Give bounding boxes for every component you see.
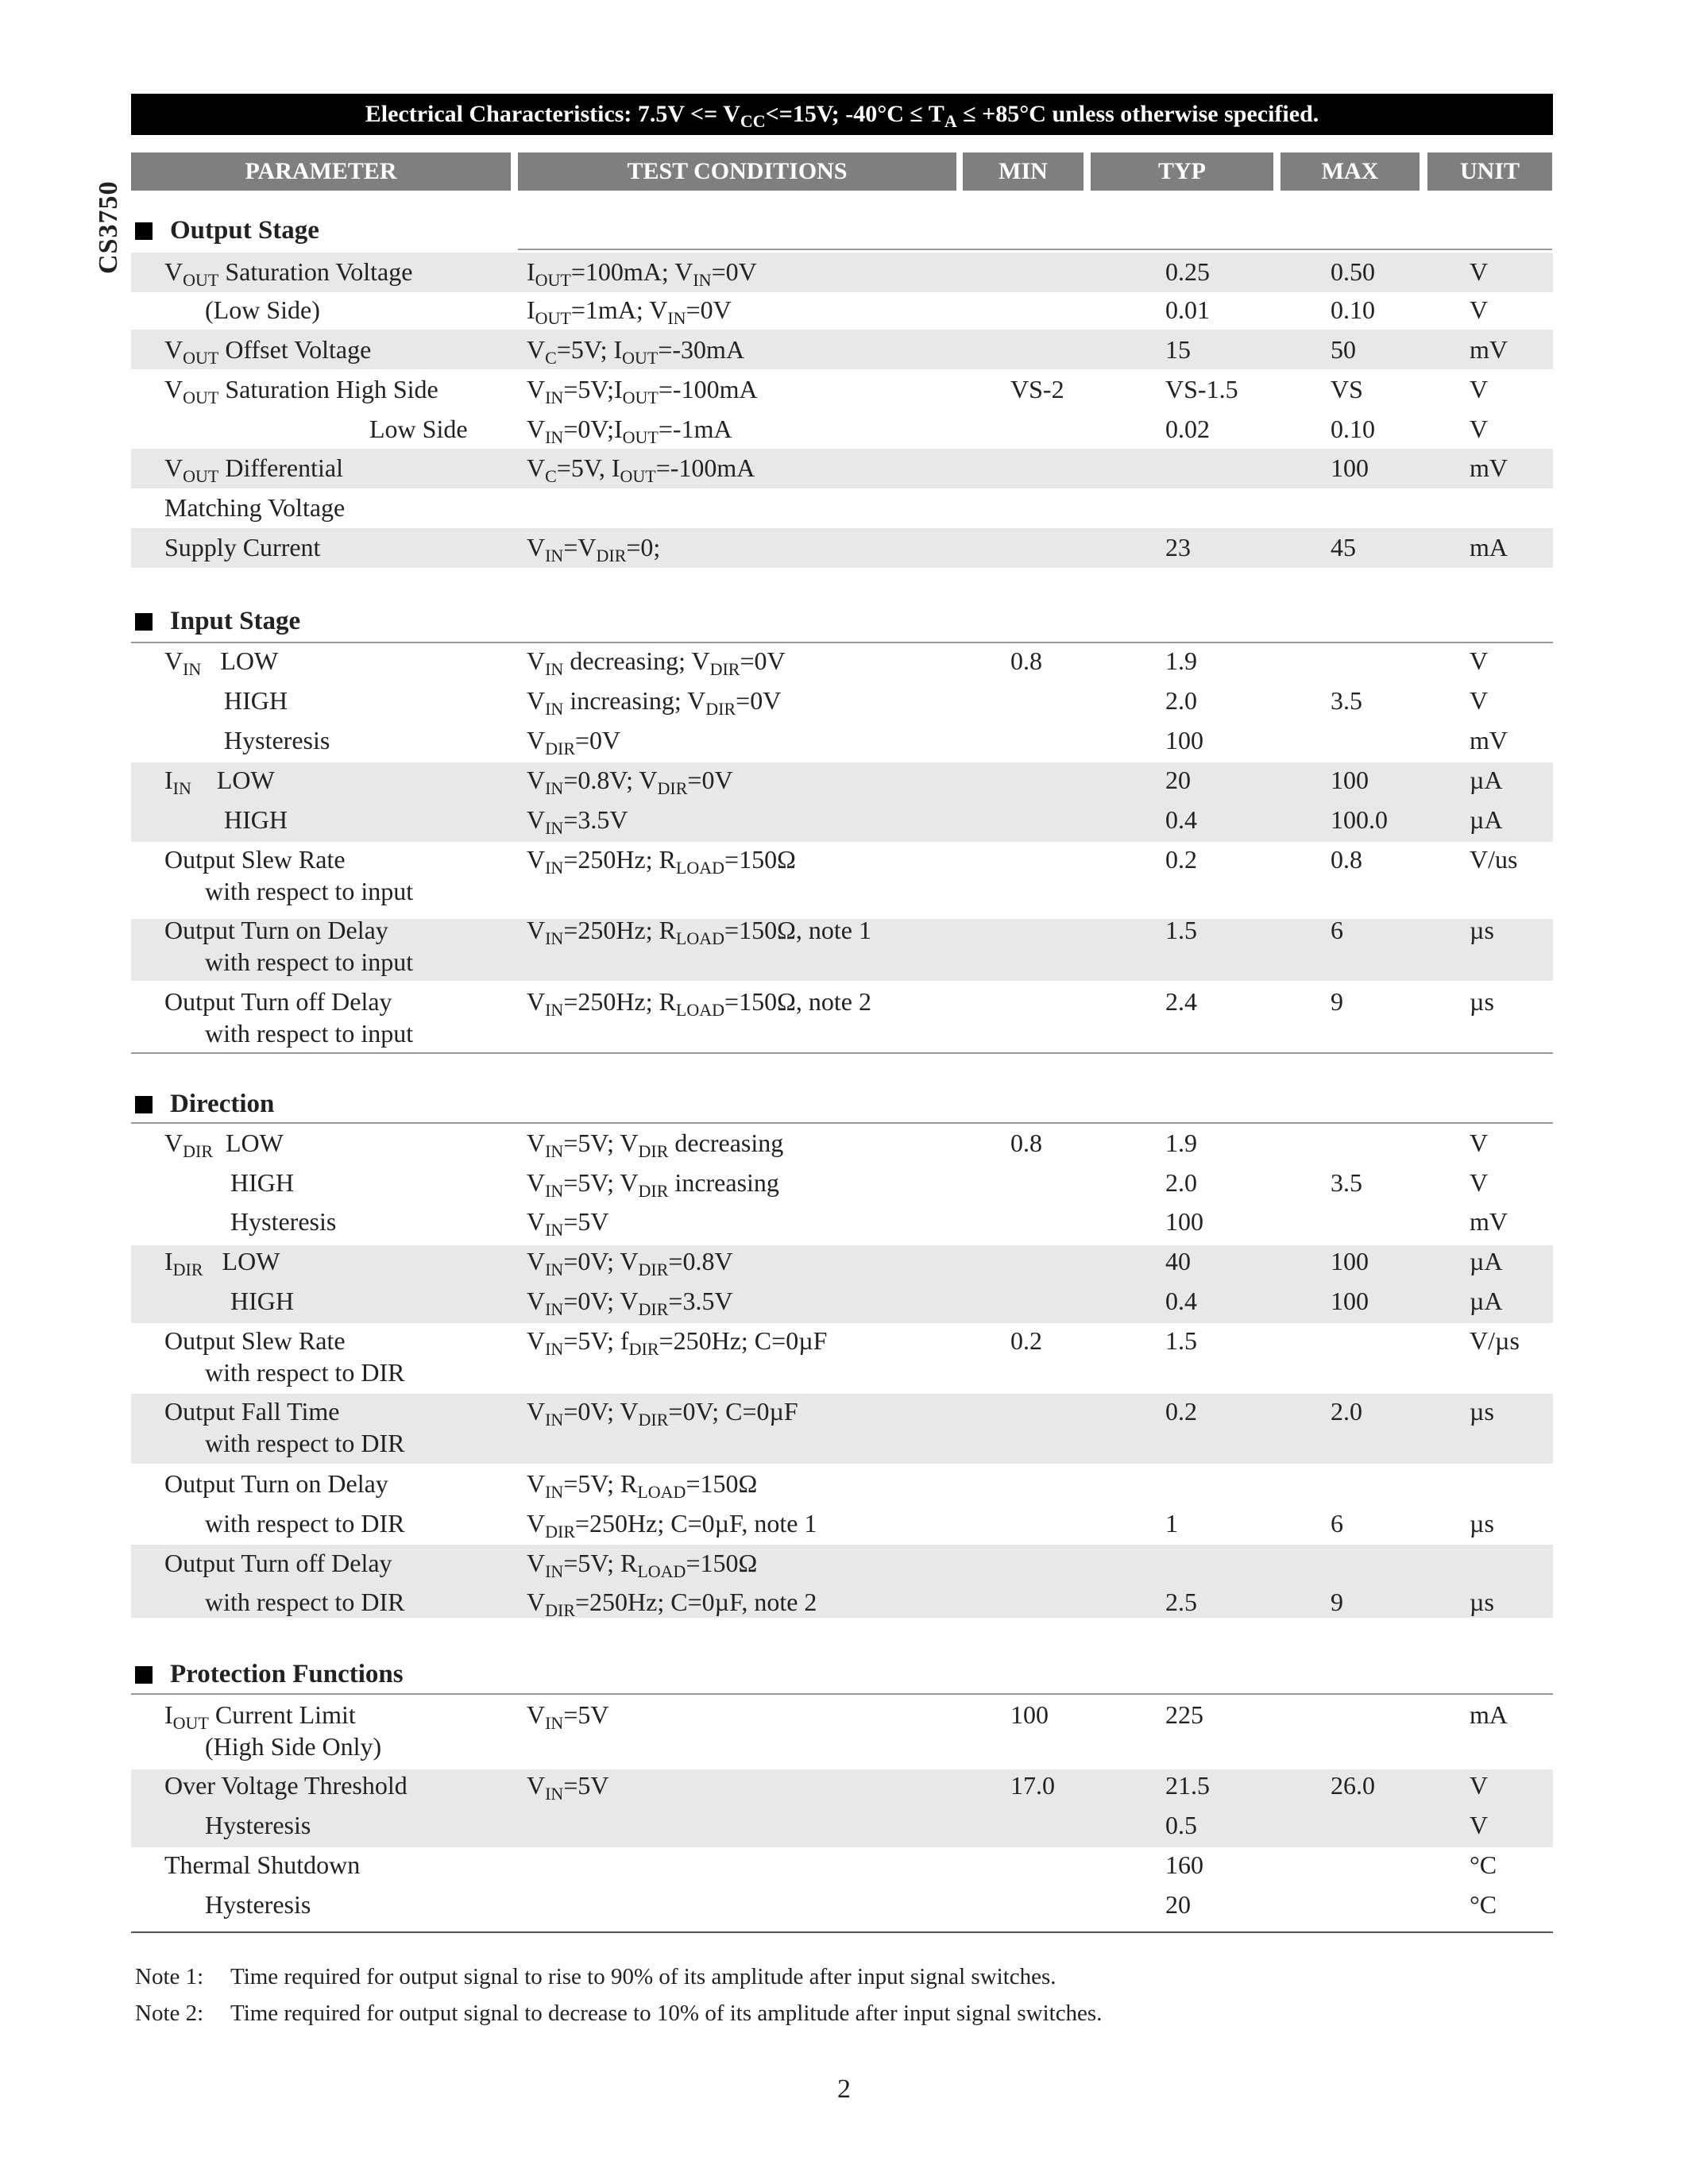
max-cell: 6 bbox=[1331, 1509, 1343, 1538]
typ-cell: 0.02 bbox=[1165, 415, 1210, 443]
typ-cell: 0.2 bbox=[1165, 1397, 1197, 1426]
column-header-max: MAX bbox=[1280, 152, 1420, 191]
condition-cell: $V_{IN}=0.8V$; $V_{DIR}=0V$ bbox=[527, 766, 733, 798]
min-cell: VS-2 bbox=[1010, 375, 1064, 403]
param-subline: (High Side Only) bbox=[205, 1732, 382, 1761]
param-subline: with respect to DIR bbox=[205, 1429, 405, 1457]
param-cell: Output Slew Rate bbox=[164, 845, 346, 874]
condition-cell: $V_{IN}=5V$; $f_{DIR}=250Hz$; C=0µF bbox=[527, 1326, 828, 1359]
page-number: 2 bbox=[837, 2074, 851, 2104]
condition-cell: $V_{IN}=5V$ bbox=[527, 1700, 609, 1733]
condition-cell: $V_{IN}=5V;I_{OUT}=-100mA$ bbox=[527, 375, 758, 407]
typ-cell: 100 bbox=[1165, 726, 1203, 754]
section-output-stage: Output Stage bbox=[135, 216, 319, 245]
unit-cell: °C bbox=[1470, 1850, 1497, 1879]
typ-cell: 15 bbox=[1165, 335, 1191, 364]
condition-cell: $V_{IN}=250Hz$; $R_{LOAD}=150\Omega$, note 1 bbox=[527, 916, 871, 948]
typ-cell: 0.4 bbox=[1165, 1287, 1197, 1315]
side-part-label: CS3750 bbox=[94, 180, 123, 274]
unit-cell: V/µs bbox=[1470, 1326, 1520, 1355]
param-subline: with respect to DIR bbox=[205, 1588, 405, 1616]
unit-cell: µA bbox=[1470, 1247, 1503, 1275]
column-header-parameter: PARAMETER bbox=[131, 152, 511, 191]
typ-cell: 100 bbox=[1165, 1207, 1203, 1236]
unit-cell: mV bbox=[1470, 453, 1508, 482]
unit-cell: µA bbox=[1470, 805, 1503, 834]
typ-cell: 20 bbox=[1165, 1890, 1191, 1919]
square-bullet-icon bbox=[135, 1666, 153, 1684]
unit-cell: V bbox=[1470, 1811, 1489, 1839]
typ-cell: 1.5 bbox=[1165, 1326, 1197, 1355]
unit-cell: °C bbox=[1470, 1890, 1497, 1919]
section-rule bbox=[131, 642, 1553, 643]
column-header-typ: TYP bbox=[1091, 152, 1273, 191]
max-cell: 0.10 bbox=[1331, 295, 1375, 324]
param-cell: Hysteresis bbox=[205, 1811, 311, 1839]
param-cell: Output Turn off Delay bbox=[164, 987, 392, 1016]
param-subline: with respect to DIR bbox=[205, 1358, 405, 1387]
param-cell: $I_{IN}$ LOW bbox=[164, 766, 275, 798]
condition-cell: $V_C=5V$; $I_{OUT}=-30mA$ bbox=[527, 335, 745, 368]
typ-cell: 160 bbox=[1165, 1850, 1203, 1879]
typ-cell: 2.5 bbox=[1165, 1588, 1197, 1616]
param-cell: HIGH bbox=[230, 1287, 294, 1315]
condition-cell: $V_{IN}=5V$ bbox=[527, 1771, 609, 1804]
max-cell: 100 bbox=[1331, 766, 1369, 794]
max-cell: 50 bbox=[1331, 335, 1356, 364]
condition-cell: $V_C=5V$, $I_{OUT}=-100mA$ bbox=[527, 453, 755, 486]
condition-cell: $V_{IN}=5V$; $V_{DIR}$ increasing bbox=[527, 1168, 779, 1201]
max-cell: 100.0 bbox=[1331, 805, 1388, 834]
param-cell: Thermal Shutdown bbox=[164, 1850, 361, 1879]
max-cell: 9 bbox=[1331, 987, 1343, 1016]
column-header-min: MIN bbox=[963, 152, 1083, 191]
unit-cell: mV bbox=[1470, 726, 1508, 754]
condition-cell: $V_{IN}=5V$; $V_{DIR}$ decreasing bbox=[527, 1129, 784, 1161]
param-cell: $V_{OUT}$ Saturation High Side bbox=[164, 375, 438, 407]
unit-cell: V bbox=[1470, 1129, 1489, 1157]
square-bullet-icon bbox=[135, 1096, 153, 1113]
max-cell: 45 bbox=[1331, 533, 1356, 561]
condition-cell: $V_{IN}=0V;I_{OUT}=-1mA$ bbox=[527, 415, 732, 447]
condition-cell: $V_{IN}=0V$; $V_{DIR}=0.8V$ bbox=[527, 1247, 733, 1279]
typ-cell: 1 bbox=[1165, 1509, 1178, 1538]
param-cell: Matching Voltage bbox=[164, 493, 346, 522]
unit-cell: V/us bbox=[1470, 845, 1518, 874]
table-title: Electrical Characteristics: $7.5V <= V_{CC}<=15V$; $-40^\circ C \le T_A \le +85^\circ C$ unless otherwise specified. bbox=[365, 101, 1319, 131]
condition-cell: $V_{IN}=250Hz$; $R_{LOAD}=150\Omega$ bbox=[527, 845, 796, 878]
column-header-unit: UNIT bbox=[1427, 152, 1552, 191]
param-cell: Hysteresis bbox=[224, 726, 330, 754]
typ-cell: 0.2 bbox=[1165, 845, 1197, 874]
unit-cell: V bbox=[1470, 415, 1489, 443]
section-rule bbox=[131, 1122, 1553, 1124]
typ-cell: 21.5 bbox=[1165, 1771, 1210, 1800]
square-bullet-icon bbox=[135, 222, 153, 240]
condition-cell: $I_{OUT}=1mA$; $V_{IN}=0V$ bbox=[527, 295, 732, 328]
condition-cell: $I_{OUT}=100mA$; $V_{IN}=0V$ bbox=[527, 257, 757, 290]
section-direction: Direction bbox=[135, 1090, 274, 1119]
param-cell: Low Side bbox=[369, 415, 468, 443]
param-cell: Output Slew Rate bbox=[164, 1326, 346, 1355]
typ-cell: 1.9 bbox=[1165, 1129, 1197, 1157]
max-cell: 3.5 bbox=[1331, 686, 1362, 715]
column-header-test-conditions: TEST CONDITIONS bbox=[518, 152, 956, 191]
unit-cell: V bbox=[1470, 1168, 1489, 1197]
unit-cell: V bbox=[1470, 375, 1489, 403]
typ-cell: 0.01 bbox=[1165, 295, 1210, 324]
max-cell: 100 bbox=[1331, 1247, 1369, 1275]
max-cell: 6 bbox=[1331, 916, 1343, 944]
typ-cell: 0.4 bbox=[1165, 805, 1197, 834]
condition-cell: $V_{IN}=3.5V$ bbox=[527, 805, 628, 838]
condition-cell: $V_{DIR}=0V$ bbox=[527, 726, 621, 758]
condition-cell: $V_{IN}=0V$; $V_{DIR}=0V$; C=0µF bbox=[527, 1397, 798, 1430]
param-cell: HIGH bbox=[224, 686, 288, 715]
unit-cell: µA bbox=[1470, 766, 1503, 794]
unit-cell: mA bbox=[1470, 533, 1508, 561]
max-cell: 26.0 bbox=[1331, 1771, 1375, 1800]
param-cell: Supply Current bbox=[164, 533, 321, 561]
condition-cell: $V_{IN}=5V$; $R_{LOAD}=150\Omega$ bbox=[527, 1469, 758, 1502]
param-cell: Over Voltage Threshold bbox=[164, 1771, 408, 1800]
param-cell: Output Turn on Delay bbox=[164, 916, 388, 944]
section-input-stage: Input Stage bbox=[135, 607, 300, 636]
typ-cell: VS-1.5 bbox=[1165, 375, 1238, 403]
section-rule bbox=[518, 249, 1552, 250]
max-cell: 3.5 bbox=[1331, 1168, 1362, 1197]
min-cell: 0.8 bbox=[1010, 1129, 1042, 1157]
condition-cell: $V_{IN}=0V$; $V_{DIR}=3.5V$ bbox=[527, 1287, 733, 1319]
typ-cell: 1.5 bbox=[1165, 916, 1197, 944]
unit-cell: mV bbox=[1470, 1207, 1508, 1236]
param-cell: Output Fall Time bbox=[164, 1397, 340, 1426]
param-cell: (Low Side) bbox=[205, 295, 320, 324]
param-subline: with respect to input bbox=[205, 1019, 414, 1048]
table-title-bar bbox=[131, 94, 1553, 135]
max-cell: 2.0 bbox=[1331, 1397, 1362, 1426]
unit-cell: V bbox=[1470, 257, 1489, 286]
unit-cell: mV bbox=[1470, 335, 1508, 364]
typ-cell: 20 bbox=[1165, 766, 1191, 794]
condition-subline: $V_{DIR}=250Hz$; C=0µF, note 2 bbox=[527, 1588, 817, 1620]
unit-cell: mA bbox=[1470, 1700, 1508, 1729]
max-cell: 100 bbox=[1331, 1287, 1369, 1315]
section-rule bbox=[131, 1693, 1553, 1695]
param-cell: $V_{IN}$ LOW bbox=[164, 646, 279, 679]
condition-cell: $V_{IN}$ increasing; $V_{DIR}=0V$ bbox=[527, 686, 782, 719]
max-cell: 0.10 bbox=[1331, 415, 1375, 443]
unit-cell: V bbox=[1470, 686, 1489, 715]
param-cell: $V_{OUT}$ Differential bbox=[164, 453, 343, 486]
max-cell: 0.50 bbox=[1331, 257, 1375, 286]
max-cell: VS bbox=[1331, 375, 1363, 403]
param-cell: $I_{OUT}$ Current Limit bbox=[164, 1700, 356, 1733]
param-cell: $V_{DIR}$ LOW bbox=[164, 1129, 284, 1161]
min-cell: 17.0 bbox=[1010, 1771, 1055, 1800]
param-subline: with respect to DIR bbox=[205, 1509, 405, 1538]
min-cell: 100 bbox=[1010, 1700, 1049, 1729]
typ-cell: 1.9 bbox=[1165, 646, 1197, 675]
param-cell: Output Turn off Delay bbox=[164, 1549, 392, 1577]
param-subline: with respect to input bbox=[205, 877, 414, 905]
param-cell: $V_{OUT}$ Saturation Voltage bbox=[164, 257, 413, 290]
param-cell: HIGH bbox=[230, 1168, 294, 1197]
typ-cell: 40 bbox=[1165, 1247, 1191, 1275]
unit-cell: µs bbox=[1470, 987, 1494, 1016]
condition-cell: $V_{IN}=V_{DIR}=0$; bbox=[527, 533, 661, 565]
unit-cell: V bbox=[1470, 1771, 1489, 1800]
condition-cell: $V_{IN}=5V$; $R_{LOAD}=150\Omega$ bbox=[527, 1549, 758, 1581]
param-subline: with respect to input bbox=[205, 947, 414, 976]
unit-cell: µs bbox=[1470, 1509, 1494, 1538]
min-cell: 0.8 bbox=[1010, 646, 1042, 675]
condition-cell: $V_{IN}=250Hz$; $R_{LOAD}=150\Omega$, note 2 bbox=[527, 987, 871, 1020]
param-cell: Hysteresis bbox=[205, 1890, 311, 1919]
table-bottom-rule bbox=[131, 1931, 1553, 1933]
unit-cell: V bbox=[1470, 295, 1489, 324]
unit-cell: µs bbox=[1470, 916, 1494, 944]
param-cell: $I_{DIR}$ LOW bbox=[164, 1247, 280, 1279]
section-rule bbox=[131, 1052, 1553, 1054]
square-bullet-icon bbox=[135, 613, 153, 631]
typ-cell: 0.5 bbox=[1165, 1811, 1197, 1839]
min-cell: 0.2 bbox=[1010, 1326, 1042, 1355]
section-protection-functions: Protection Functions bbox=[135, 1660, 404, 1689]
unit-cell: µs bbox=[1470, 1588, 1494, 1616]
note-1: Note 1: Time required for output signal to rise to 90% of its amplitude after input signal switches. bbox=[135, 1964, 1056, 1989]
typ-cell: 0.25 bbox=[1165, 257, 1210, 286]
typ-cell: 2.0 bbox=[1165, 1168, 1197, 1197]
unit-cell: µs bbox=[1470, 1397, 1494, 1426]
typ-cell: 23 bbox=[1165, 533, 1191, 561]
typ-cell: 2.0 bbox=[1165, 686, 1197, 715]
param-cell: $V_{OUT}$ Offset Voltage bbox=[164, 335, 372, 368]
note-2: Note 2: Time required for output signal to decrease to 10% of its amplitude after input signal switches. bbox=[135, 2001, 1103, 2026]
param-cell: HIGH bbox=[224, 805, 288, 834]
param-cell: Hysteresis bbox=[230, 1207, 337, 1236]
typ-cell: 2.4 bbox=[1165, 987, 1197, 1016]
unit-cell: V bbox=[1470, 646, 1489, 675]
max-cell: 0.8 bbox=[1331, 845, 1362, 874]
max-cell: 9 bbox=[1331, 1588, 1343, 1616]
max-cell: 100 bbox=[1331, 453, 1369, 482]
typ-cell: 225 bbox=[1165, 1700, 1203, 1729]
condition-cell: $V_{IN}=5V$ bbox=[527, 1207, 609, 1240]
unit-cell: µA bbox=[1470, 1287, 1503, 1315]
condition-cell: $V_{IN}$ decreasing; $V_{DIR}=0V$ bbox=[527, 646, 786, 679]
param-cell: Output Turn on Delay bbox=[164, 1469, 388, 1498]
condition-subline: $V_{DIR}=250Hz$; C=0µF, note 1 bbox=[527, 1509, 817, 1542]
